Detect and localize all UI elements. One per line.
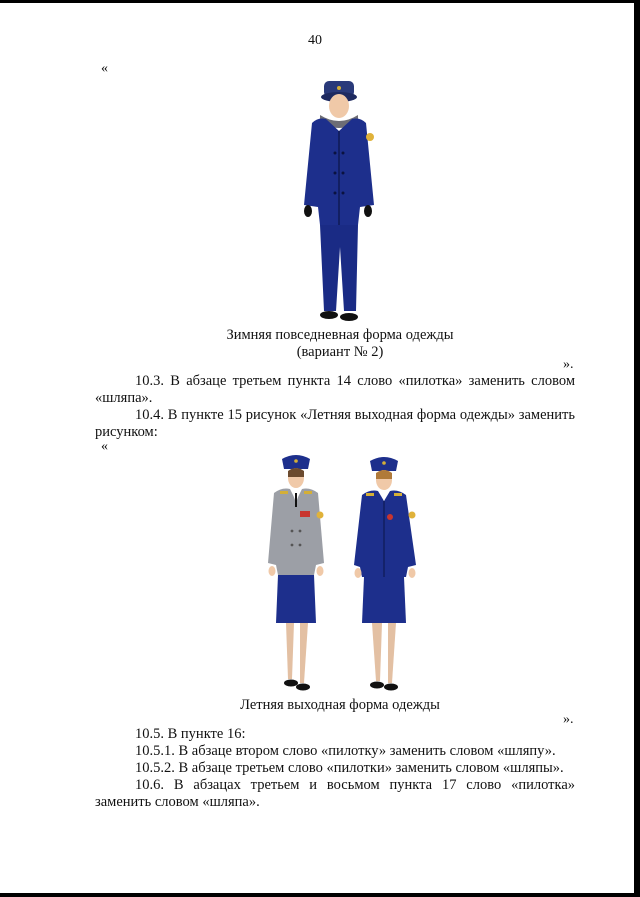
page-number: 40 <box>308 33 322 48</box>
figure1-caption-line1: Зимняя повседневная форма одежды <box>226 327 454 343</box>
paragraph-10-6: 10.6. В абзацах третьем и восьмом пункта 17 слово «пилотка» заменить словом «шляпа». <box>95 777 575 810</box>
woman-grey-jacket-icon <box>268 455 324 691</box>
paragraph-10-4: 10.4. В пункте 15 рисунок «Летняя выходная форма одежды» заменить рисунком: <box>95 407 575 440</box>
paragraph-10-5-1: 10.5.1. В абзаце втором слово «пилотку» заменить словом «шляпу». <box>135 743 556 759</box>
figure2-caption: Летняя выходная форма одежды <box>240 697 440 713</box>
paragraph-10-5: 10.5. В пункте 16: <box>135 726 246 742</box>
open-quote-2: « <box>101 439 108 454</box>
close-quote-2: ». <box>563 712 574 727</box>
winter-uniform-figure <box>296 75 386 327</box>
paragraph-10-3: 10.3. В абзаце третьем пункта 14 слово «пилотка» заменить словом «шляпа». <box>95 373 575 406</box>
close-quote-1: ». <box>563 357 574 372</box>
woman-blue-jacket-icon <box>354 457 416 691</box>
open-quote-1: « <box>101 61 108 76</box>
figure1-caption-line2: (вариант № 2) <box>296 344 384 360</box>
paragraph-10-5-2: 10.5.2. В абзаце третьем слово «пилотки» заменить словом «шляпы». <box>135 760 564 776</box>
summer-uniform-figure <box>262 451 428 696</box>
